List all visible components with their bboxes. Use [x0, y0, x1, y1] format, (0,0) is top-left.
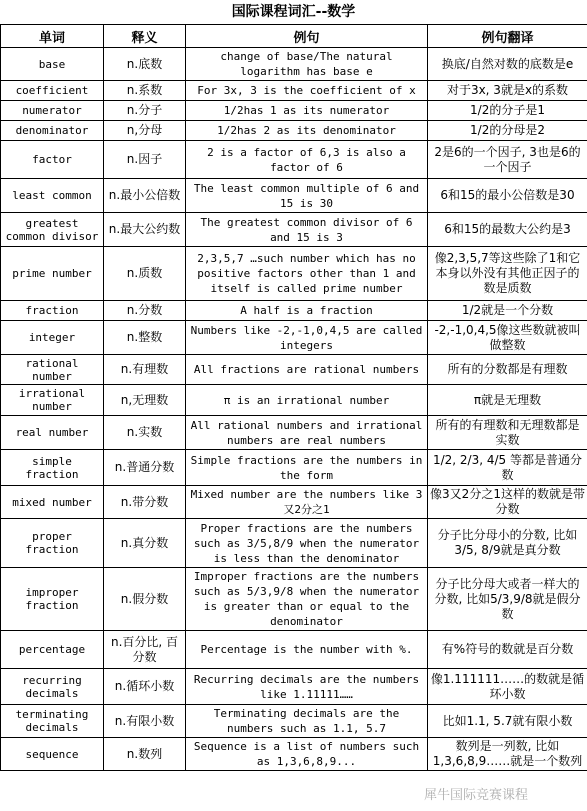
meaning-cell: n.普通分数 [104, 450, 186, 486]
word-cell: rational number [1, 355, 104, 385]
example-cell: A half is a fraction [186, 301, 428, 321]
example-cell: Numbers like -2,-1,0,4,5 are called integers [186, 321, 428, 355]
meaning-cell: n.假分数 [104, 568, 186, 631]
translation-cell: 像3又2分之1这样的数就是带分数 [428, 486, 587, 519]
translation-cell: 像1.111111……的数就是循环小数 [428, 669, 587, 705]
vocabulary-table [0, 24, 587, 771]
meaning-cell: n,无理数 [104, 385, 186, 416]
table-row [1, 355, 587, 385]
example-cell: All rational numbers and irrational numbers are real numbers [186, 416, 428, 450]
word-cell: terminating decimals [1, 705, 104, 738]
meaning-cell: n.因子 [104, 141, 186, 179]
table-row [1, 247, 587, 301]
word-cell: base [1, 48, 104, 81]
header-row [1, 25, 587, 48]
example-cell: 2 is a factor of 6,3 is also a factor of 6 [186, 141, 428, 179]
example-cell: Recurring decimals are the numbers like 1.11111…… [186, 669, 428, 705]
word-cell: irrational number [1, 385, 104, 416]
meaning-cell: n.分子 [104, 101, 186, 121]
table-row [1, 486, 587, 519]
meaning-cell: n.有限小数 [104, 705, 186, 738]
meaning-cell: n.质数 [104, 247, 186, 301]
word-cell: integer [1, 321, 104, 355]
word-cell: prime number [1, 247, 104, 301]
translation-cell: 所有的有理数和无理数都是实数 [428, 416, 587, 450]
translation-cell: 分子比分母小的分数, 比如3/5, 8/9就是真分数 [428, 519, 587, 568]
translation-cell: 1/2的分母是2 [428, 121, 587, 141]
meaning-cell: n,分母 [104, 121, 186, 141]
word-cell: least common [1, 179, 104, 213]
table-row [1, 385, 587, 416]
header-meaning: 释义 [104, 25, 186, 48]
translation-cell: 有%符号的数就是百分数 [428, 631, 587, 669]
word-cell: simple fraction [1, 450, 104, 486]
example-cell: Simple fractions are the numbers in the form [186, 450, 428, 486]
example-cell: Sequence is a list of numbers such as 1,3,6,8,9... [186, 738, 428, 771]
table-row [1, 101, 587, 121]
word-cell: real number [1, 416, 104, 450]
translation-cell: 6和15的最数大公约是3 [428, 213, 587, 247]
translation-cell: 1/2, 2/3, 4/5 等都是普通分数 [428, 450, 587, 486]
word-cell: denominator [1, 121, 104, 141]
translation-cell: 比如1.1, 5.7就有限小数 [428, 705, 587, 738]
table-row [1, 568, 587, 631]
translation-cell: 对于3x, 3就是x的系数 [428, 81, 587, 101]
example-cell: 1/2has 2 as its denominator [186, 121, 428, 141]
meaning-cell: n.真分数 [104, 519, 186, 568]
meaning-cell: n.循环小数 [104, 669, 186, 705]
table-row [1, 213, 587, 247]
word-cell: mixed number [1, 486, 104, 519]
table-row [1, 141, 587, 179]
example-cell: The least common multiple of 6 and 15 is 30 [186, 179, 428, 213]
table-row [1, 631, 587, 669]
translation-cell: π就是无理数 [428, 385, 587, 416]
translation-cell: 1/2就是一个分数 [428, 301, 587, 321]
word-cell: coefficient [1, 81, 104, 101]
table-row [1, 669, 587, 705]
example-cell: For 3x, 3 is the coefficient of x [186, 81, 428, 101]
word-cell: numerator [1, 101, 104, 121]
translation-cell: 分子比分母大或者一样大的分数, 比如5/3,9/8就是假分数 [428, 568, 587, 631]
meaning-cell: n.最小公倍数 [104, 179, 186, 213]
vocabulary-body [1, 48, 587, 771]
word-cell: recurring decimals [1, 669, 104, 705]
table-row [1, 121, 587, 141]
translation-cell: 像2,3,5,7等这些除了1和它本身以外没有其他正因子的数是质数 [428, 247, 587, 301]
meaning-cell: n.百分比, 百分数 [104, 631, 186, 669]
word-cell: sequence [1, 738, 104, 771]
translation-cell: 换底/自然对数的底数是e [428, 48, 587, 81]
example-cell: change of base/The natural logarithm has base e [186, 48, 428, 81]
meaning-cell: n.底数 [104, 48, 186, 81]
table-row [1, 705, 587, 738]
table-row [1, 301, 587, 321]
word-cell: proper fraction [1, 519, 104, 568]
translation-cell: 数列是一列数, 比如1,3,6,8,9……就是一个数列 [428, 738, 587, 771]
header-word: 单词 [1, 25, 104, 48]
translation-cell: 2是6的一个因子, 3也是6的一个因子 [428, 141, 587, 179]
word-cell: percentage [1, 631, 104, 669]
word-cell: factor [1, 141, 104, 179]
example-cell: 2,3,5,7 …such number which has no positive factors other than 1 and itself is called prime number [186, 247, 428, 301]
translation-cell: -2,-1,0,4,5像这些数就被叫做整数 [428, 321, 587, 355]
meaning-cell: n.最大公约数 [104, 213, 186, 247]
meaning-cell: n.分数 [104, 301, 186, 321]
word-cell: greatest common divisor [1, 213, 104, 247]
example-cell: All fractions are rational numbers [186, 355, 428, 385]
word-cell: fraction [1, 301, 104, 321]
watermark-text: 犀牛国际竞赛课程 [424, 788, 529, 803]
translation-cell: 1/2的分子是1 [428, 101, 587, 121]
table-row [1, 416, 587, 450]
table-row [1, 450, 587, 486]
example-cell: Improper fractions are the numbers such as 5/3,9/8 when the numerator is greater than or equal to the denominator [186, 568, 428, 631]
table-row [1, 519, 587, 568]
meaning-cell: n.有理数 [104, 355, 186, 385]
meaning-cell: n.数列 [104, 738, 186, 771]
header-example: 例句 [186, 25, 428, 48]
table-row [1, 179, 587, 213]
table-row [1, 81, 587, 101]
page-title: 国际课程词汇--数学 [231, 4, 356, 20]
example-cell: Terminating decimals are the numbers such as 1.1, 5.7 [186, 705, 428, 738]
meaning-cell: n.整数 [104, 321, 186, 355]
meaning-cell: n.实数 [104, 416, 186, 450]
example-cell: Proper fractions are the numbers such as 3/5,8/9 when the numerator is less than the denominator [186, 519, 428, 568]
example-cell: 1/2has 1 as its numerator [186, 101, 428, 121]
example-cell: Percentage is the number with %. [186, 631, 428, 669]
example-cell: The greatest common divisor of 6 and 15 is 3 [186, 213, 428, 247]
meaning-cell: n.带分数 [104, 486, 186, 519]
table-row [1, 48, 587, 81]
table-row [1, 738, 587, 771]
meaning-cell: n.系数 [104, 81, 186, 101]
example-cell: Mixed number are the numbers like 3又2分之1 [186, 486, 428, 519]
translation-cell: 所有的分数都是有理数 [428, 355, 587, 385]
header-translation: 例句翻译 [428, 25, 587, 48]
word-cell: improper fraction [1, 568, 104, 631]
translation-cell: 6和15的最小公倍数是30 [428, 179, 587, 213]
table-row [1, 321, 587, 355]
example-cell: π is an irrational number [186, 385, 428, 416]
